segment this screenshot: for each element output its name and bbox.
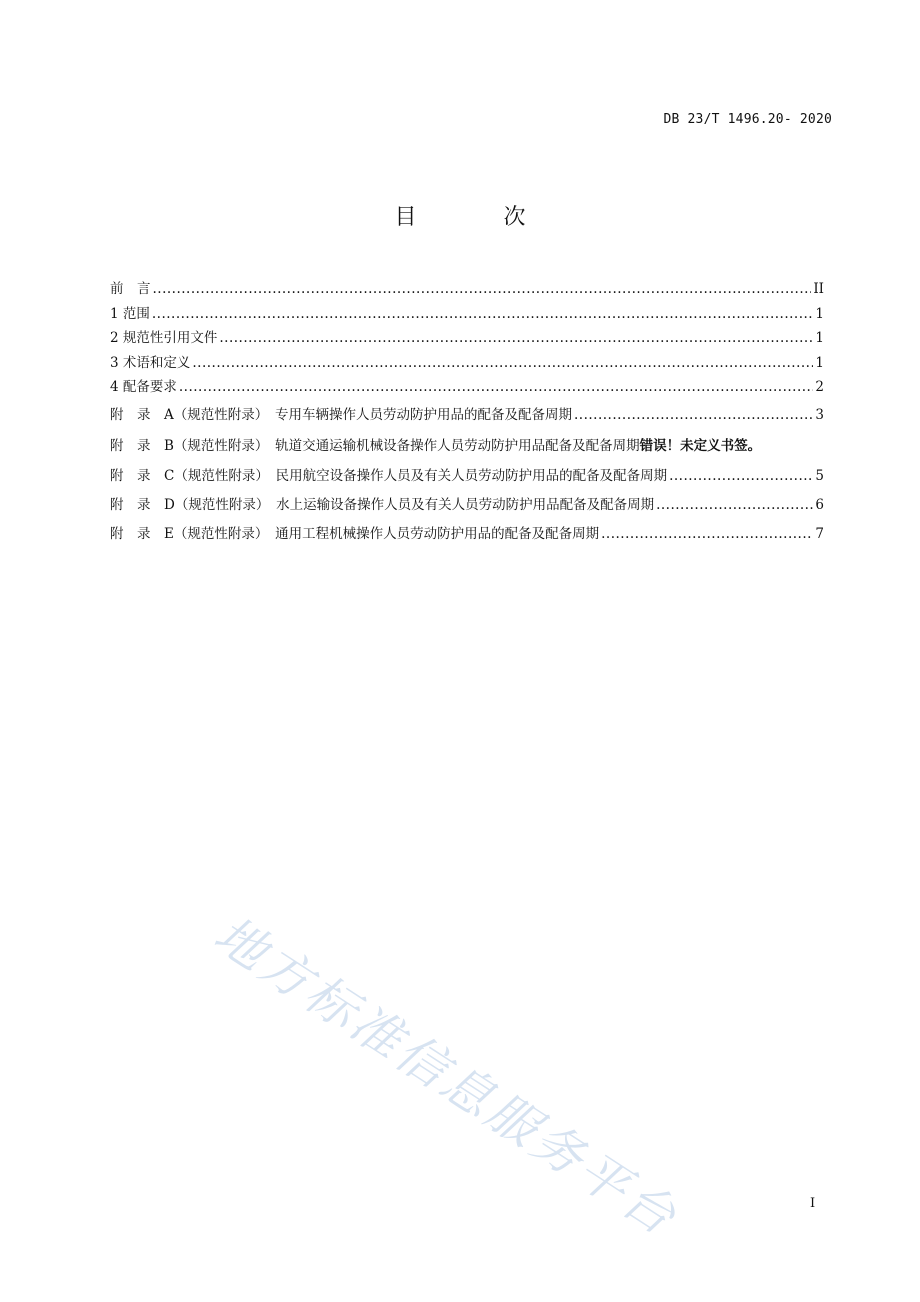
toc-entry-scope[interactable] — [110, 305, 824, 323]
toc-label: 前 言 — [110, 281, 151, 297]
toc-page: 5 — [815, 468, 824, 484]
bookmark-error: 错误！未定义书签。 — [639, 438, 762, 454]
appendix-prefix: 附 录 E（规范性附录） — [110, 526, 276, 542]
toc-entry-terms[interactable] — [110, 354, 824, 372]
appendix-title: 水上运输设备操作人员及有关人员劳动防护用品配备及配备周期 — [276, 497, 655, 513]
dot-leader — [601, 525, 813, 543]
dot-leader — [669, 467, 813, 485]
toc-entry-appendix-e[interactable] — [110, 525, 824, 543]
toc-label: 2 规范性引用文件 — [110, 330, 218, 346]
toc-entry-requirements[interactable] — [110, 378, 824, 396]
toc-entry-appendix-c[interactable] — [110, 467, 824, 485]
dot-leader — [219, 329, 813, 347]
appendix-title: 民用航空设备操作人员及有关人员劳动防护用品的配备及配备周期 — [275, 468, 668, 484]
toc-entry-appendix-a[interactable] — [110, 406, 824, 424]
toc-entry-appendix-b[interactable] — [110, 435, 824, 457]
appendix-title: 轨道交通运输机械设备操作人员劳动防护用品配备及配备周期 — [275, 438, 640, 454]
toc-entry-normative-references[interactable] — [110, 329, 824, 347]
appendix-prefix: 附 录 D（规范性附录） — [110, 497, 277, 513]
dot-leader — [153, 280, 812, 298]
dot-leader — [152, 305, 814, 323]
toc-page: 2 — [815, 379, 824, 395]
table-of-contents — [110, 280, 824, 554]
toc-page: 1 — [815, 354, 824, 371]
dot-leader — [656, 496, 813, 514]
toc-page: II — [813, 281, 824, 297]
dot-leader — [179, 378, 814, 396]
appendix-title: 通用工程机械操作人员劳动防护用品的配备及配备周期 — [275, 526, 600, 542]
toc-label: 4 配备要求 — [110, 379, 177, 395]
appendix-title: 专用车辆操作人员劳动防护用品的配备及配备周期 — [275, 407, 572, 423]
appendix-prefix: 附 录 A（规范性附录） — [110, 407, 275, 423]
dot-leader — [574, 406, 813, 424]
toc-page: 1 — [815, 305, 824, 322]
toc-page: 6 — [815, 497, 824, 513]
watermark: 地方标准信息服务平台 — [204, 905, 689, 1248]
dot-leader — [192, 354, 813, 372]
page-number: I — [810, 1196, 816, 1211]
toc-label: 3 术语和定义 — [110, 354, 191, 371]
toc-page: 7 — [815, 526, 824, 542]
appendix-prefix: 附 录 B（规范性附录） — [110, 438, 276, 454]
toc-page: 3 — [815, 407, 824, 423]
toc-entry-appendix-d[interactable] — [110, 496, 824, 514]
appendix-prefix: 附 录 C（规范性附录） — [110, 468, 276, 484]
toc-entry-foreword[interactable] — [110, 280, 824, 298]
document-code: DB 23/T 1496.20- 2020 — [663, 112, 832, 127]
page-title: 目 次 — [394, 205, 566, 230]
toc-page: 1 — [815, 330, 824, 346]
toc-label: 1 范围 — [110, 305, 150, 322]
